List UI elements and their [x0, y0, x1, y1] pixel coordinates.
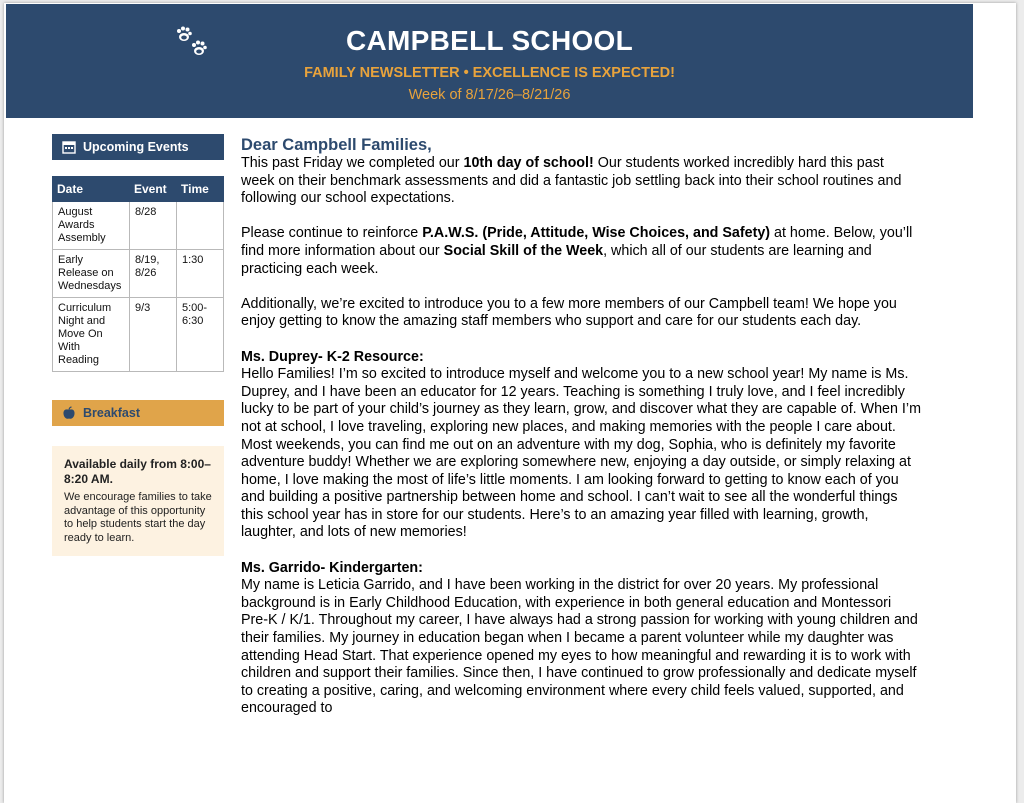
col-event: Event — [130, 177, 177, 202]
text-run: Our students worked incredibly hard this past week on their benchmark assessments and did a fantastic job settling back into their school routines and following our school expectations. — [241, 155, 902, 207]
paw-prints-icon — [174, 24, 210, 60]
staff-heading-duprey: Ms. Duprey- K-2 Resource: — [241, 348, 424, 365]
school-title: CAMPBELL SCHOOL — [345, 25, 634, 56]
breakfast-header — [52, 400, 224, 426]
letter-body — [241, 135, 921, 718]
table-row — [53, 298, 224, 372]
event-cell: 8/19, 8/26 — [130, 250, 177, 298]
event-date-cell: Early Release on Wednesdays — [53, 250, 130, 298]
calendar-icon — [62, 140, 76, 154]
events-table — [52, 176, 224, 372]
text-run: at home. Below, you’ll find more information about our — [241, 225, 913, 259]
staff-bio-garrido: My name is Leticia Garrido, and I have been working in the district for over 20 years. My professional background is in Early Childhood Education, with experience in both general education and Montessori Pre-K / K/1. Throughout my career, I have always had a strong passion for working with young children and their families. My journey in education began when I became a parent volunteer while my daughter was attending Head Start. That experience opened my eyes to how meaningful and rewarding it is to work with children and support their families. Since then, I have continued to grow professionally and dedicate myself to creating a positive, caring, and welcoming environment where every child feels valued, supported, and encouraged to — [241, 577, 918, 717]
text-run: , which all of our students are learning and practicing each week. — [241, 242, 872, 277]
event-cell: 8/28 — [130, 202, 177, 250]
time-cell: 5:00-6:30 — [177, 298, 224, 372]
breakfast-hours: Available daily from 8:00–8:20 AM. — [64, 457, 211, 486]
week-range: Week of 8/17/26–8/21/26 — [408, 87, 571, 103]
event-date-cell: August Awards Assembly — [53, 202, 130, 250]
events-table-header-row — [53, 177, 224, 202]
text-run-bold: P.A.W.S. (Pride, Attitude, Wise Choices, and Safety) — [422, 225, 771, 242]
upcoming-events-header — [52, 134, 224, 160]
text-run: This past Friday we completed our — [241, 155, 464, 171]
sidebar — [52, 134, 224, 556]
header-banner — [6, 4, 973, 118]
newsletter-subtitle: FAMILY NEWSLETTER • EXCELLENCE IS EXPECTED! — [304, 65, 675, 81]
table-row — [53, 202, 224, 250]
text-run: Please continue to reinforce — [241, 225, 423, 242]
breakfast-info-box — [52, 446, 224, 556]
greeting: Dear Campbell Families, — [241, 136, 432, 154]
upcoming-events-label: Upcoming Events — [83, 140, 189, 154]
newsletter-page — [4, 3, 1016, 803]
paragraph-paws — [241, 225, 921, 278]
text-run-bold: 10th day of school! — [463, 155, 594, 171]
breakfast-label: Breakfast — [83, 406, 140, 420]
text-run-bold: Social Skill of the Week — [443, 242, 604, 259]
col-date: Date — [53, 177, 130, 202]
time-cell — [177, 202, 224, 250]
paragraph-team: Additionally, we’re excited to introduce you to a few more members of our Campbell team! We hope you enjoy getting to know the amazing staff members who support and care for our students each day. — [241, 295, 897, 330]
col-time: Time — [177, 177, 224, 202]
event-date-cell: Curriculum Night and Move On With Reading — [53, 298, 130, 372]
event-cell: 9/3 — [130, 298, 177, 372]
staff-heading-garrido: Ms. Garrido- Kindergarten: — [241, 559, 423, 576]
paragraph-intro — [241, 155, 921, 208]
staff-bio-duprey: Hello Families! I’m so excited to introduce myself and welcome you to a new school year! My name is Ms. Duprey, and I have been an educator for 12 years. Teaching is something I truly love, and I feel incredibly lucky to be part of your child’s journey as they learn, grow, and discover what they are capable of. When I’m not at school, I love traveling, exploring new places, and making memories with the people I care about. Most weekends, you can find me out on an adventure with my dog, Sophia, who is definitely my favorite adventure buddy! Whether we are exploring somewhere new, enjoying a day outside, or simply relaxing at home, I love making the most of life’s little moments. I am looking forward to getting to know each of you and building a positive partnership between home and school. I can’t wait to see all the wonderful things this school year has in store for our students. Here’s to an amazing year filled with learning, growth, laughter, and lots of new memories! — [241, 366, 921, 541]
table-row — [53, 250, 224, 298]
breakfast-description: We encourage families to take advantage of this opportunity to help students start the day ready to learn. — [64, 491, 212, 544]
apple-icon — [62, 406, 76, 420]
breakfast-section — [52, 400, 224, 556]
time-cell: 1:30 — [177, 250, 224, 298]
